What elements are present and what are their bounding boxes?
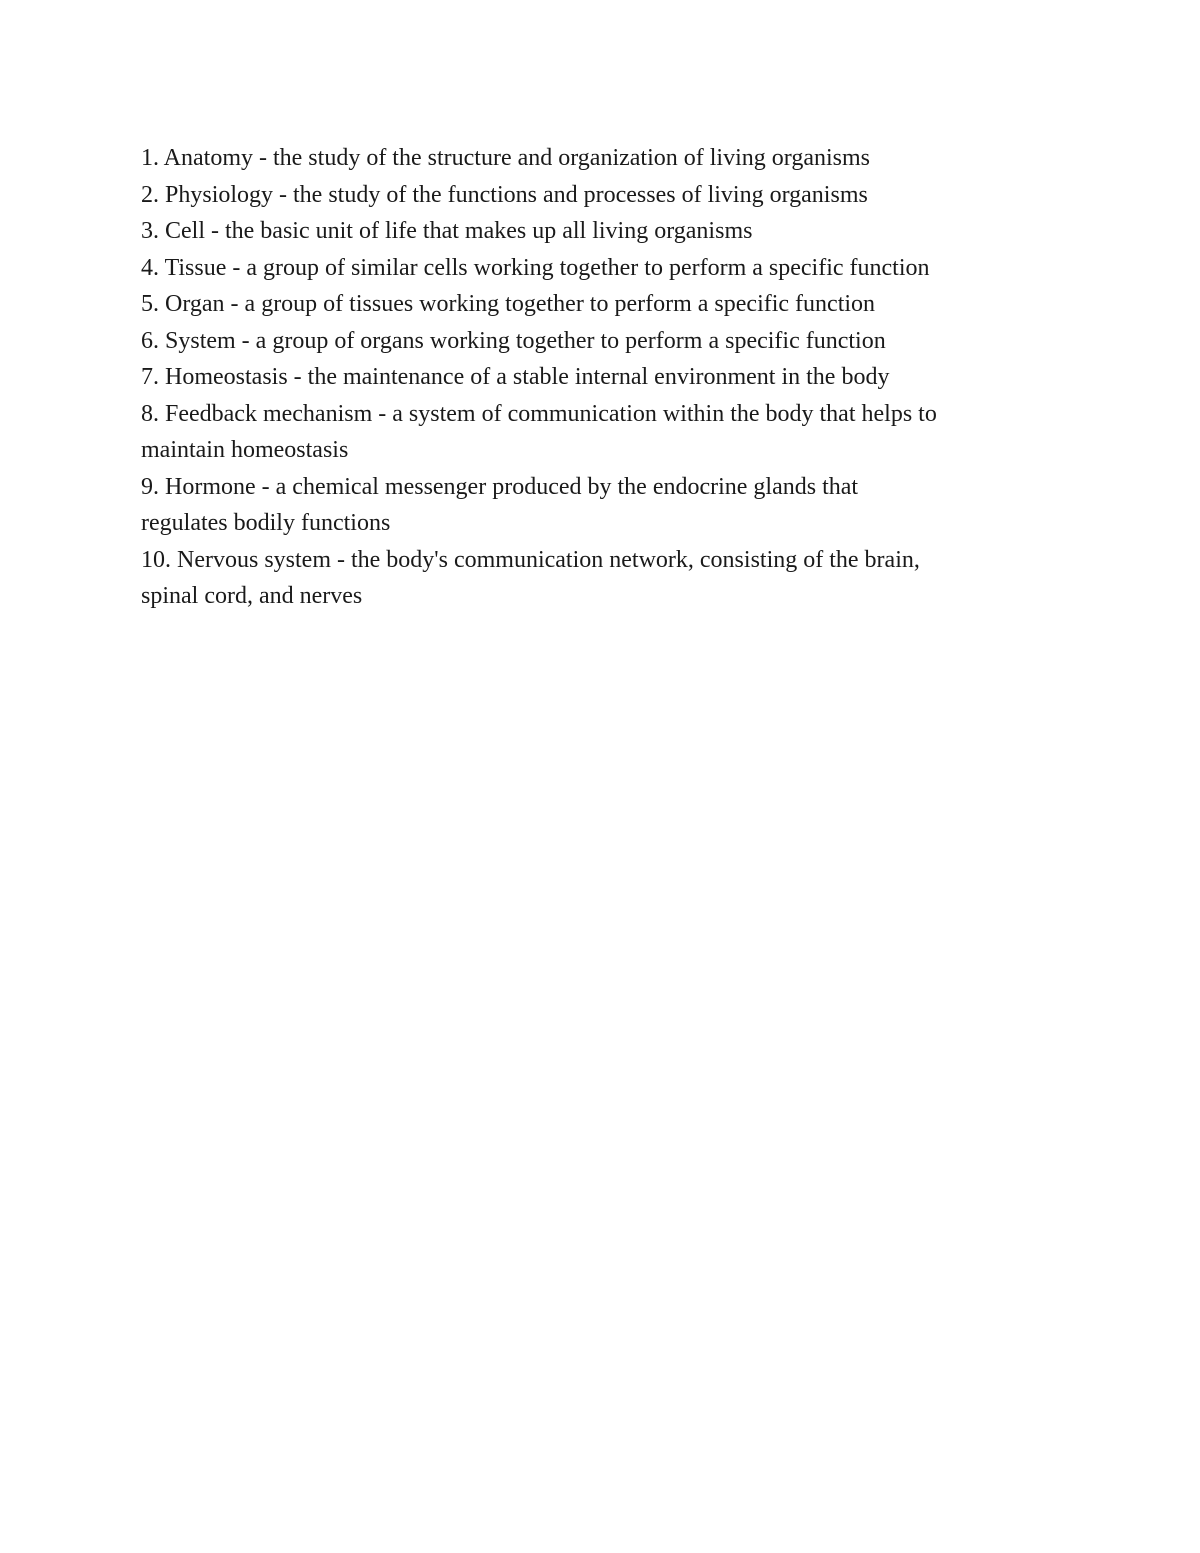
definition-line: 7. Homeostasis - the maintenance of a stable internal environment in the body xyxy=(141,364,890,390)
definition-line: 6. System - a group of organs working together to perform a specific function xyxy=(141,327,886,354)
definition-line-continuation: spinal cord, and nerves xyxy=(141,583,363,609)
definition-line: 3. Cell - the basic unit of life that makes up all living organisms xyxy=(141,218,753,244)
definition-line: 9. Hormone - a chemical messenger produced by the endocrine glands that xyxy=(141,473,859,500)
definition-line: 5. Organ - a group of tissues working together to perform a specific function xyxy=(141,291,876,317)
definition-line: 2. Physiology - the study of the functions and processes of living organisms xyxy=(141,181,868,208)
definitions-list xyxy=(141,140,1071,615)
definition-line: 10. Nervous system - the body's communication network, consisting of the brain, xyxy=(141,546,920,573)
definition-line-continuation: maintain homeostasis xyxy=(141,437,349,463)
definition-line-continuation: regulates bodily functions xyxy=(141,510,391,536)
definition-line: 4. Tissue - a group of similar cells working together to perform a specific function xyxy=(141,254,930,281)
definition-line: 1. Anatomy - the study of the structure and organization of living organisms xyxy=(141,145,870,171)
definition-line: 8. Feedback mechanism - a system of communication within the body that helps to xyxy=(141,400,937,427)
